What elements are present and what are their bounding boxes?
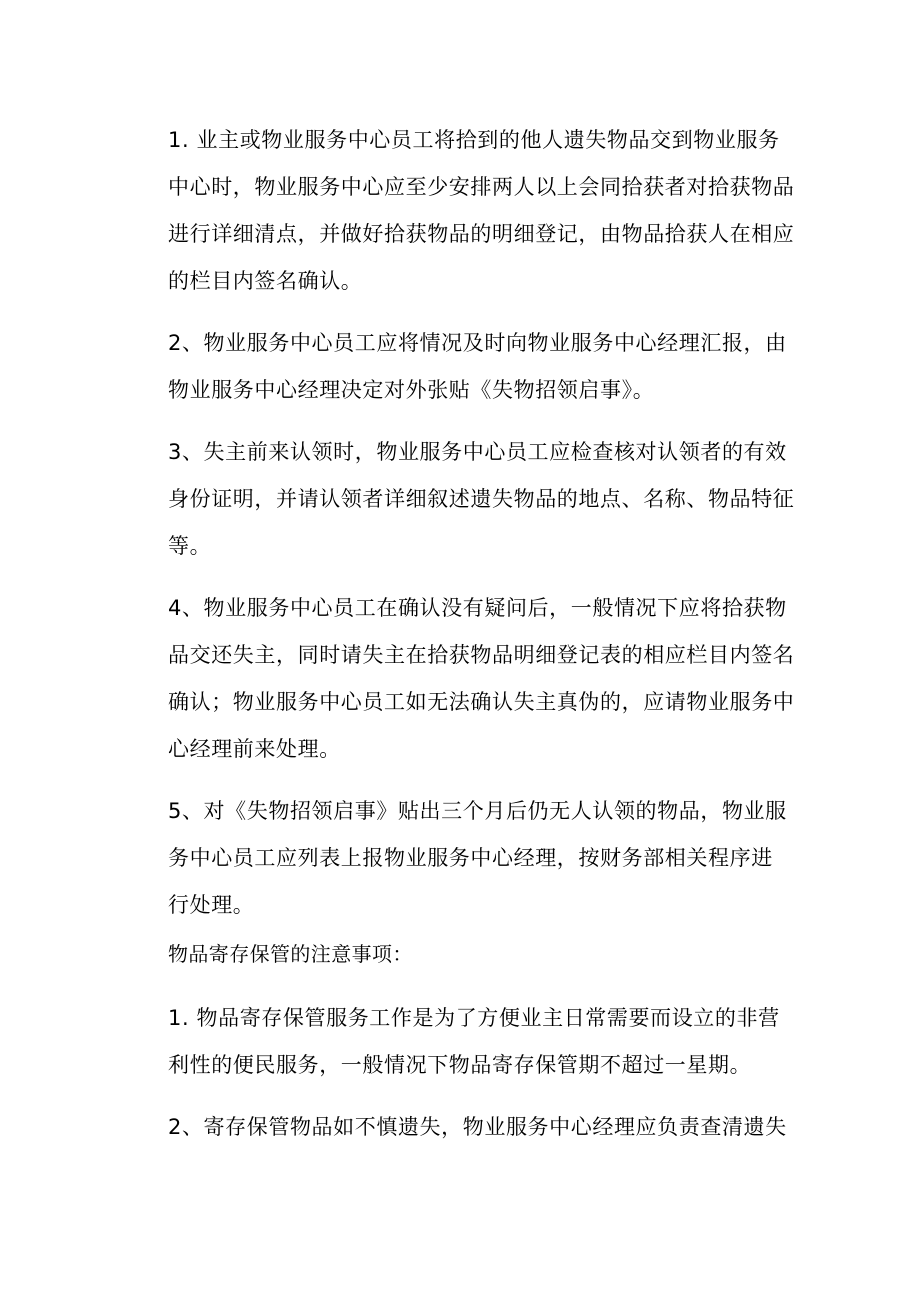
text-line: 2、物业服务中心员工应将情况及时向物业服务中心经理汇报，由 bbox=[168, 331, 787, 355]
text-line: 品交还失主，同时请失主在拾获物品明细登记表的相应栏目内签名 bbox=[168, 643, 795, 667]
text-line: 1. 业主或物业服务中心员工将拾到的他人遗失物品交到物业服务 bbox=[168, 128, 780, 152]
text-line: 利性的便民服务，一般情况下物品寄存保管期不超过一星期。 bbox=[168, 1053, 752, 1077]
text-line: 确认；物业服务中心员工如无法确认失主真伪的，应请物业服务中 bbox=[168, 690, 795, 714]
text-line: 进行详细清点，并做好拾获物品的明细登记，由物品拾获人在相应 bbox=[168, 222, 795, 246]
text-line: 务中心员工应列表上报物业服务中心经理，按财务部相关程序进 bbox=[168, 846, 773, 870]
text-line: 1. 物品寄存保管服务工作是为了方便业主日常需要而设立的非营 bbox=[168, 1006, 780, 1030]
text-line: 5、对《失物招领启事》贴出三个月后仍无人认领的物品，物业服 bbox=[168, 799, 787, 823]
text-line: 3、失主前来认领时，物业服务中心员工应检查核对认领者的有效 bbox=[168, 440, 787, 464]
text-line: 心经理前来处理。 bbox=[168, 737, 341, 761]
text-line: 身份证明，并请认领者详细叙述遗失物品的地点、名称、物品特征 bbox=[168, 487, 795, 511]
section-heading: 物品寄存保管的注意事项： bbox=[168, 942, 413, 966]
text-line: 中心时，物业服务中心应至少安排两人以上会同拾获者对拾获物品 bbox=[168, 175, 795, 199]
text-line: 4、物业服务中心员工在确认没有疑问后，一般情况下应将拾获物 bbox=[168, 596, 787, 620]
text-line: 的栏目内签名确认。 bbox=[168, 269, 363, 293]
text-line: 等。 bbox=[168, 534, 212, 558]
text-line: 行处理。 bbox=[168, 893, 255, 917]
text-line: 物业服务中心经理决定对外张贴《失物招领启事》。 bbox=[168, 378, 655, 402]
text-line: 2、寄存保管物品如不慎遗失，物业服务中心经理应负责查清遗失 bbox=[168, 1115, 787, 1139]
